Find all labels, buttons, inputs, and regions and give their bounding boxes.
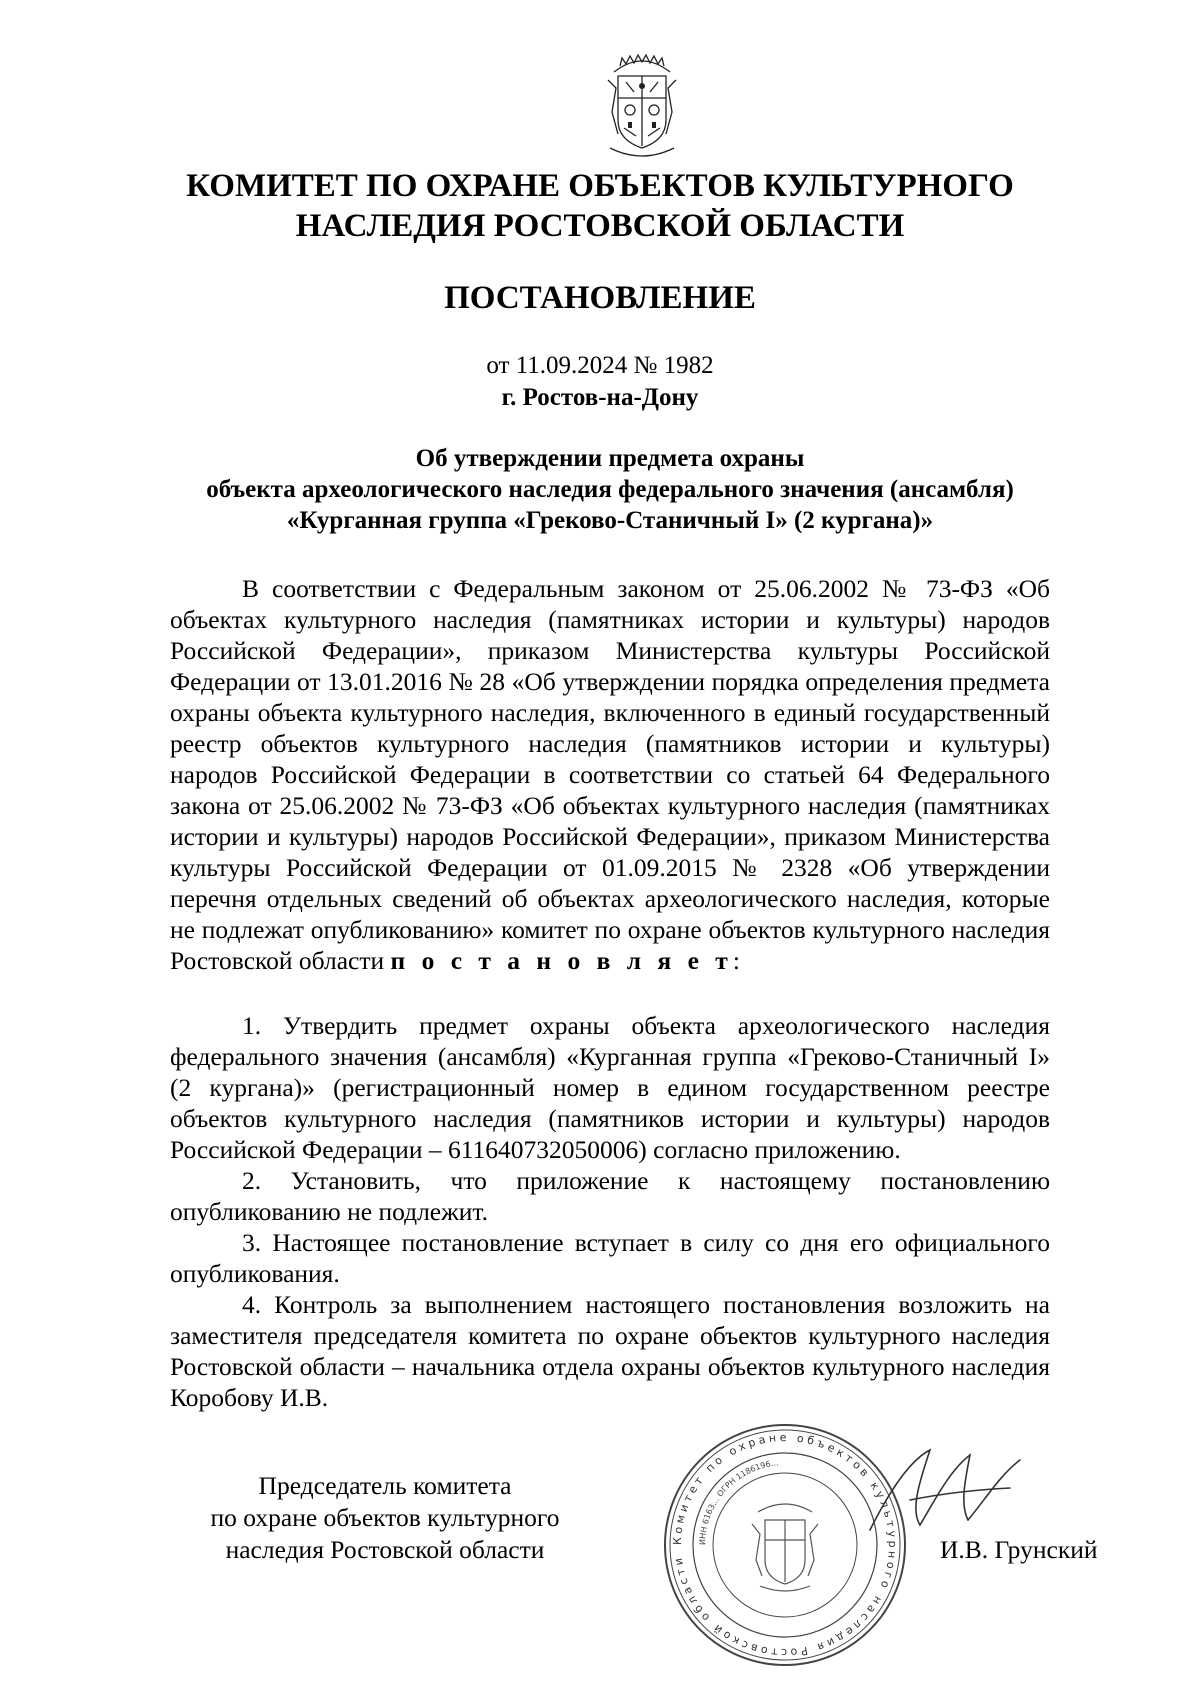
- document-subject: [170, 443, 1050, 536]
- resolution-item: 1. Утвердить предмет охраны объекта археологического наследия федерального значения (ансамбля) «Курганная группа «Греково-Станичный I» (2 кургана)» (регистрационный номер в едином государственном реестре объектов культурного наследия (памятников истории и культуры) народов Российской Федерации – 611640732050006) согласно приложению.: [170, 1011, 1050, 1164]
- subject-line: объекта археологического наследия федерального значения (ансамбля): [206, 476, 1014, 503]
- document-city: г. Ростов-на-Дону: [501, 384, 699, 411]
- stamp-outer-text: Комитет по охране объектов культурного наследия Ростовской области: [670, 1430, 900, 1660]
- signatory-position-line: наследия Ростовской области: [225, 1535, 545, 1564]
- stamp-emblem-icon: [752, 1504, 818, 1591]
- preamble-text: В соответствии с Федеральным законом от 25.06.2002 № 73-ФЗ «Об объектах культурного наследия (памятниках истории и культуры) народов Российской Федерации», приказом Министерства культуры Российской Федерации от 13.01.2016 № 28 «Об утверждении порядка определения предмета охраны объекта культурного наследия, включенного в единый государственный реестр объектов культурного наследия (памятников истории и культуры) народов Российской Федерации в соответствии со статьей 64 Федерального закона от 25.06.2002 № 73-ФЗ «Об объектах культурного наследия (памятниках истории и культуры) народов Российской Федерации», приказом Министерства культуры Российской Федерации от 01.09.2015 № 2328 «Об утверждении перечня отдельных сведений об объектах археологического наследия, которые не подлежат опубликованию» комитет по охране объектов культурного наследия Ростовской области: [170, 574, 1050, 975]
- stamp-outer-text-copy: [0, 0, 1, 1]
- organization-title: [150, 166, 1050, 246]
- organization-title-line: КОМИТЕТ ПО ОХРАНЕ ОБЪЕКТОВ КУЛЬТУРНОГО: [186, 168, 1014, 204]
- subject-line: «Курганная группа «Греково-Станичный I» (2 кургана)»: [286, 507, 934, 534]
- resolution-items: [170, 1010, 1050, 1413]
- handwritten-signature: [850, 1430, 1040, 1550]
- preamble: [170, 573, 1050, 976]
- resolution-item: 4. Контроль за выполнением настоящего постановления возложить на заместителя председателя комитета по охране объектов культурного наследия Ростовской области – начальника отдела охраны объектов культурного наследия Коробову И.В.: [170, 1290, 1050, 1412]
- rostov-region-emblem-icon: [604, 52, 680, 160]
- signatory-name: И.В. Грунский: [940, 1535, 1098, 1564]
- signatory-position-line: по охране объектов культурного: [210, 1503, 560, 1532]
- resolution-item: 2. Установить, что приложение к настоящему постановлению опубликованию не подлежит.: [170, 1166, 1050, 1226]
- stamp-inner-text: ИНН 6163... ОГРН 1186196...: [697, 1458, 779, 1546]
- document-date-number: от 11.09.2024 № 1982: [486, 352, 714, 379]
- stamp-text-accessible: [0, 0, 1, 1]
- signatory-position-line: Председатель комитета: [258, 1471, 512, 1500]
- document-type: ПОСТАНОВЛЕНИЕ: [444, 280, 756, 316]
- organization-title-line: НАСЛЕДИЯ РОСТОВСКОЙ ОБЛАСТИ: [295, 208, 905, 244]
- resolution-item: 3. Настоящее постановление вступает в силу со дня его официального опубликования.: [170, 1228, 1050, 1288]
- resolves-word: п о с т а н о в л я е т: [390, 946, 733, 975]
- preamble-colon: :: [732, 946, 740, 975]
- preamble-paragraph: [170, 573, 1050, 976]
- signatory-position: [180, 1470, 590, 1566]
- subject-line: Об утверждении предмета охраны: [415, 445, 805, 472]
